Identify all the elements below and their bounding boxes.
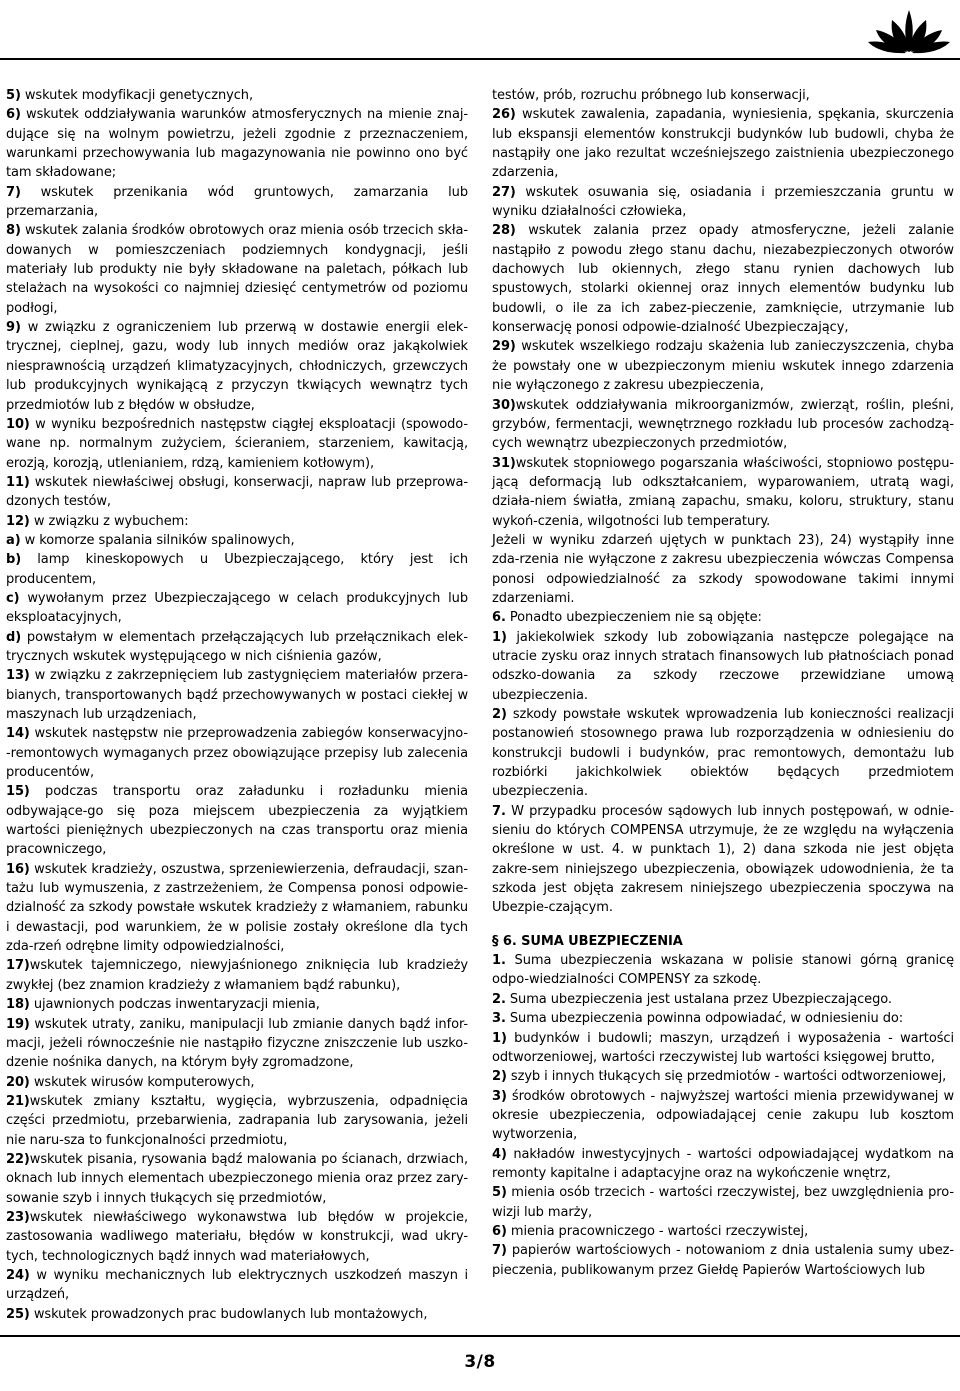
item-text: wskutek wirusów komputerowych, bbox=[29, 1074, 255, 1090]
list-item bbox=[492, 105, 954, 182]
list-item bbox=[492, 337, 954, 395]
item-text: W przypadku procesów sądowych lub innych postępowań, w odnie-sieniu do których COMPENSA utrzymuje, że ze względu na wyłączenia określone w ust. 4. w punktach 1), 2) dana szkoda nie jest objęta zakre-sem niniejszego ubezpieczenia, obowiązek udowodnienia, że ta szkoda jest objęta zakresem niniejszego ubezpieczenia spoczywa na Ubezpie-czającym. bbox=[492, 803, 954, 916]
list-item bbox=[6, 1305, 468, 1324]
list-item bbox=[492, 1183, 954, 1222]
item-number: 31) bbox=[492, 455, 516, 471]
list-item bbox=[492, 1222, 954, 1241]
list-item bbox=[492, 1145, 954, 1184]
header-rule bbox=[0, 58, 960, 60]
item-text: wskutek wszelkiego rodzaju skażenia lub zanieczyszczenia, chyba że powstały one w ubezpieczonym mieniu wskutek innego zdarzenia nie wyłączonego z zakresu ubezpieczenia, bbox=[492, 339, 954, 394]
item-text: Ponadto ubezpieczeniem nie są objęte: bbox=[505, 610, 762, 626]
item-text: szkody powstałe wskutek wprowadzenia lub konieczności realizacji postanowień stosownego prawa lub rozporządzenia w odniesieniu do konstrukcji budowli i budynków, prac remontowych, demontażu lub rozbiórki jakichkolwiek obiektów będących przedmiotem ubezpieczenia. bbox=[492, 707, 954, 800]
item-number: 11) bbox=[6, 474, 30, 490]
list-item bbox=[492, 628, 954, 705]
item-number: 1) bbox=[492, 629, 507, 645]
item-text: w związku z ograniczeniem lub przerwą w dostawie energii elek-trycznej, cieplnej, gazu, wody lub innych mediów oraz jakąkolwiek niesprawnością urządzeń klimatyzacyjnych, chłodniczych, grzewczych lub produkcyjnych wynikającą z przyczyn tkwiących wewnątrz tych przedmiotów lub z błędów w obsłudze, bbox=[6, 320, 468, 413]
item-text: ujawnionych podczas inwentaryzacji mienia, bbox=[29, 997, 320, 1013]
list-item bbox=[6, 860, 468, 957]
item-number: 1. bbox=[492, 953, 506, 969]
item-text: mienia pracowniczego - wartości rzeczywistej, bbox=[506, 1223, 809, 1239]
list-item bbox=[6, 550, 468, 589]
item-number: 25) bbox=[6, 1306, 30, 1322]
item-text: Jeżeli w wyniku zdarzeń ujętych w punktach 23), 24) wystąpiły inne zda-rzenia nie wyłączone z zakresu ubezpieczenia wówczas Compensa ponosi odpowiedzialność za szkody spowodowane takimi innymi zdarzeniami. bbox=[492, 532, 954, 606]
item-text: wskutek następstw nie przeprowadzenia zabiegów konserwacyjno--remontowych wymaganych przez obowiązujące przepisy lub zalecenia producentów, bbox=[6, 726, 468, 781]
item-text: podczas transportu oraz załadunku i rozładunku mienia odbywające-go się poza miejscem ubezpieczenia za wyjątkiem wartości pieniężnych ubezpieczonych na czas transportu oraz mienia pracowniczego, bbox=[6, 784, 468, 858]
list-item bbox=[6, 512, 468, 531]
item-number: 24) bbox=[6, 1267, 30, 1283]
item-text: lamp kineskopowych u Ubezpieczającego, który jest ich producentem, bbox=[6, 552, 468, 587]
item-number: 6. bbox=[492, 610, 506, 626]
item-text: w wyniku mechanicznych lub elektrycznych uszkodzeń maszyn i urządzeń, bbox=[6, 1267, 468, 1303]
page-number: 3/8 bbox=[464, 1352, 496, 1372]
list-item bbox=[492, 990, 954, 1009]
item-number: 3. bbox=[492, 1011, 506, 1027]
item-number: 5) bbox=[492, 1185, 507, 1201]
item-text: w wyniku bezpośrednich następstw ciągłej eksploatacji (spowodo-wane np. normalnym zużyciem, ścieraniem, starzeniem, kawitacją, erozją, korozją, utlenianiem, rdzą, kamieniem kotłowym), bbox=[6, 416, 468, 471]
left-column bbox=[6, 86, 468, 1324]
item-number: c) bbox=[6, 590, 20, 606]
list-item bbox=[492, 183, 954, 222]
item-text: wskutek zmiany kształtu, wygięcia, wybrzuszenia, odpadnięcia części przedmiotu, przebarwienia, zadrapania lub zarysowania, jeżeli nie naru-sza to funkcjonalności przedmiotu, bbox=[6, 1093, 468, 1148]
item-number: 21) bbox=[6, 1093, 30, 1109]
item-number: 7) bbox=[492, 1243, 507, 1259]
list-item bbox=[6, 415, 468, 473]
footer-rule bbox=[0, 1335, 960, 1337]
item-number: 28) bbox=[492, 223, 516, 239]
list-item bbox=[6, 221, 468, 318]
item-number: 2) bbox=[492, 1069, 507, 1085]
item-number: 6) bbox=[492, 1223, 507, 1239]
item-number: 14) bbox=[6, 726, 30, 742]
item-number: 5) bbox=[6, 88, 21, 103]
list-item bbox=[492, 396, 954, 454]
item-number: 19) bbox=[6, 1016, 30, 1032]
item-text: wskutek kradzieży, oszustwa, sprzeniewierzenia, defraudacji, szan-tażu lub wymuszenia, z zastrzeżeniem, że Compensa ponosi odpowie-dzialność za szkody powstałe wskutek kradzieży z włamaniem, rabunku i dewastacji, pod warunkiem, że w polisie zostały określone dla tych zda-rzeń odrębne limity odpowiedzialności, bbox=[6, 861, 468, 955]
item-text: papierów wartościowych - notowaniom z dnia ustalenia sumy ubez-pieczenia, publikowanym przez Giełdę Papierów Wartościowych lub bbox=[492, 1243, 954, 1278]
item-number: 15) bbox=[6, 784, 30, 800]
item-number: d) bbox=[6, 629, 22, 645]
item-number: 7) bbox=[6, 184, 21, 200]
list-item bbox=[6, 589, 468, 628]
list-item bbox=[6, 531, 468, 550]
item-text: wskutek zalania środków obrotowych oraz mienia osób trzecich skła-dowanych w pomieszczeniach podziemnych kondygnacji, jeśli materiały lub produkty nie były składowane na paletach, półkach lub stelażach na wysokości co najmniej dziesięć centymetrów od poziomu podłogi, bbox=[6, 223, 468, 316]
item-text: wskutek zawalenia, zapadania, wyniesienia, spękania, skurczenia lub ekspansji elementów konstrukcji budynków lub budowli, chyba że nastąpiły one jako rezultat wcześniejszego zaistnienia ubezpieczonego zdarzenia, bbox=[492, 107, 954, 181]
list-item bbox=[6, 86, 468, 105]
list-item bbox=[6, 956, 468, 995]
item-text: mienia osób trzecich - wartości rzeczywistej, bez uwzględnienia pro-wizji lub marży, bbox=[492, 1185, 954, 1220]
item-text: środków obrotowych - najwyższej wartości mienia przewidywanej w okresie ubezpieczenia, odpowiadającej cenie zakupu lub kosztom wytworzenia, bbox=[492, 1088, 954, 1143]
item-number: a) bbox=[6, 532, 21, 548]
list-item bbox=[6, 782, 468, 859]
item-number: 18) bbox=[6, 997, 30, 1013]
list-item bbox=[6, 995, 468, 1014]
item-text: Suma ubezpieczenia jest ustalana przez Ubezpieczającego. bbox=[505, 991, 892, 1007]
item-text: testów, prób, rozruchu próbnego lub konserwacji, bbox=[492, 88, 810, 103]
item-number: 3) bbox=[492, 1088, 507, 1104]
item-text: wskutek niewłaściwego wykonawstwa lub błędów w projekcie, zastosowania wadliwego materiału, błędów w konstrukcji, wad ukry-tych, technologicznych bądź innych wad materiałowych, bbox=[6, 1209, 468, 1264]
item-text: wywołanym przez Ubezpieczającego w celach produkcyjnych lub eksploatacyjnych, bbox=[6, 590, 468, 626]
item-number: 9) bbox=[6, 320, 21, 336]
page-footer bbox=[0, 1335, 960, 1391]
item-text: szyb i innych tłukących się przedmiotów - wartości odtworzeniowej, bbox=[506, 1069, 947, 1085]
list-item bbox=[492, 608, 954, 627]
list-item bbox=[6, 1150, 468, 1208]
item-text: w związku z wybuchem: bbox=[29, 513, 189, 529]
item-number: 26) bbox=[492, 107, 516, 123]
item-text: wskutek osuwania się, osiadania i przemieszczania gruntu w wyniku działalności człowieka, bbox=[492, 184, 954, 220]
item-text: wskutek pisania, rysowania bądź malowania po ścianach, drzwiach, oknach lub innych elementach ubezpieczonego mienia oraz przez zary-sowanie szyb i innych tłukących się przedmiotów, bbox=[6, 1151, 468, 1206]
list-item bbox=[492, 1067, 954, 1086]
list-item bbox=[6, 105, 468, 182]
item-number: 8) bbox=[6, 223, 21, 239]
list-item bbox=[492, 86, 954, 105]
list-item bbox=[492, 802, 954, 918]
compensa-shell-logo-icon bbox=[866, 6, 952, 54]
item-text: wskutek oddziaływania mikroorganizmów, zwierząt, roślin, pleśni, grzybów, fermentacji, wewnętrznego rozkładu lub procesów zachodzą-cych wewnątrz ubezpieczonych przedmiotów, bbox=[492, 397, 954, 452]
item-text: wskutek zalania przez opady atmosferyczne, jeżeli zalanie nastąpiło z powodu złego stanu dachu, niezabezpieczonych otworów dachowych lub okiennych, złego stanu rynien dachowych lub spustowych, stolarki okiennej oraz innych elementów budynku lub budowli, o ile za ich zabez-pieczenie, zamknięcie, utrzymanie lub konserwację ponosi odpowie-dzialność Ubezpieczający, bbox=[492, 223, 954, 336]
list-item bbox=[6, 1092, 468, 1150]
list-item bbox=[6, 1073, 468, 1092]
item-text: wskutek utraty, zaniku, manipulacji lub zmianie danych bądź infor-macji, jeżeli równocześnie nie nastąpiło fizyczne zniszczenie lub uszko-dzenie nośnika danych, na którym były zgromadzone, bbox=[6, 1016, 468, 1071]
item-number: 2) bbox=[492, 707, 507, 722]
item-number: 20) bbox=[6, 1074, 30, 1090]
section-heading bbox=[492, 932, 954, 951]
item-number: 29) bbox=[492, 339, 516, 355]
list-item bbox=[6, 1208, 468, 1266]
item-number: 10) bbox=[6, 416, 30, 432]
item-number: 4) bbox=[492, 1146, 507, 1162]
item-number: 7. bbox=[492, 803, 506, 819]
list-item bbox=[492, 951, 954, 990]
list-item bbox=[6, 318, 468, 415]
item-number: 1) bbox=[492, 1030, 507, 1046]
item-text: wskutek niewłaściwej obsługi, konserwacji, napraw lub przeprowa-dzonych testów, bbox=[6, 474, 468, 510]
list-item bbox=[492, 454, 954, 531]
list-item bbox=[492, 1241, 954, 1280]
list-item bbox=[492, 531, 954, 608]
list-item bbox=[6, 628, 468, 667]
item-text: jakiekolwiek szkody lub zobowiązania następcze polegające na utracie zysku oraz innych stratach finansowych lub płatnościach ponad odszko-dowania za szkody rzeczowe przewidziane umową ubezpieczenia. bbox=[492, 629, 954, 703]
item-text: powstałym w elementach przełączających lub przełącznikach elek-trycznych wskutek występującego w nich ciśnienia gazów, bbox=[6, 629, 468, 664]
right-column bbox=[492, 86, 954, 1280]
item-number: 13) bbox=[6, 668, 30, 684]
item-text: Suma ubezpieczenia powinna odpowiadać, w odniesieniu do: bbox=[505, 1011, 904, 1027]
item-text: wskutek stopniowego pogarszania właściwości, stopniowo postępu-jącą deformacją lub odkształcaniem, wyparowaniem, utratą wagi, działa-niem światła, zmianą zapachu, smaku, koloru, struktury, stanu wykoń-czenia, wilgotności lub temperatury. bbox=[492, 455, 954, 529]
list-item bbox=[492, 1029, 954, 1068]
item-number: 23) bbox=[6, 1209, 30, 1225]
list-item bbox=[492, 705, 954, 802]
list-item bbox=[6, 183, 468, 222]
item-text: w związku z zakrzepnięciem lub zastygnięciem materiałów przera-bianych, transportowanych bądź przechowywanych w postaci ciekłej w maszynach lub urządzeniach, bbox=[6, 668, 468, 722]
item-number: 2. bbox=[492, 991, 506, 1007]
item-text: budynków i budowli; maszyn, urządzeń i wyposażenia - wartości odtworzeniowej, wartości rzeczywistej lub wartości księgowej brutto, bbox=[492, 1030, 954, 1065]
item-number: 16) bbox=[6, 861, 30, 877]
item-text: wskutek oddziaływania warunków atmosferycznych na mienie znaj-dujące się na wolnym powietrzu, jeżeli zgodnie z przeznaczeniem, warunkami przechowywania lub magazynowania nie powinno ono być tam składowane; bbox=[6, 107, 468, 181]
item-number: 12) bbox=[6, 513, 30, 529]
item-number: 17) bbox=[6, 958, 30, 974]
item-text: wskutek modyfikacji genetycznych, bbox=[20, 88, 253, 103]
item-number: b) bbox=[6, 552, 22, 568]
item-text: wskutek prowadzonych prac budowlanych lub montażowych, bbox=[29, 1306, 428, 1322]
list-item bbox=[6, 473, 468, 512]
item-number: 22) bbox=[6, 1151, 30, 1167]
list-item bbox=[492, 1087, 954, 1145]
list-item bbox=[6, 724, 468, 782]
list-item bbox=[492, 221, 954, 337]
list-item bbox=[6, 1015, 468, 1073]
item-text: Suma ubezpieczenia wskazana w polisie stanowi górną granicę odpo-wiedzialności COMPENSY za szkodę. bbox=[492, 953, 954, 988]
item-number: 30) bbox=[492, 397, 516, 413]
item-number: § 6. SUMA UBEZPIECZENIA bbox=[492, 933, 683, 949]
list-item bbox=[6, 1266, 468, 1305]
item-number: 6) bbox=[6, 107, 21, 123]
list-item bbox=[492, 1009, 954, 1028]
item-text: wskutek przenikania wód gruntowych, zamarzania lub przemarzania, bbox=[6, 184, 468, 220]
list-item bbox=[6, 666, 468, 724]
item-text: w komorze spalania silników spalinowych, bbox=[20, 532, 295, 548]
item-number: 27) bbox=[492, 184, 516, 200]
item-text: nakładów inwestycyjnych - wartości odpowiadającej wydatkom na remonty kapitalne i adaptacyjne oraz na wykończenie wnętrz, bbox=[492, 1146, 954, 1181]
item-text: wskutek tajemniczego, niewyjaśnionego zniknięcia lub kradzieży zwykłej (bez znamion kradzieży z włamaniem bądź rabunku), bbox=[6, 958, 468, 993]
